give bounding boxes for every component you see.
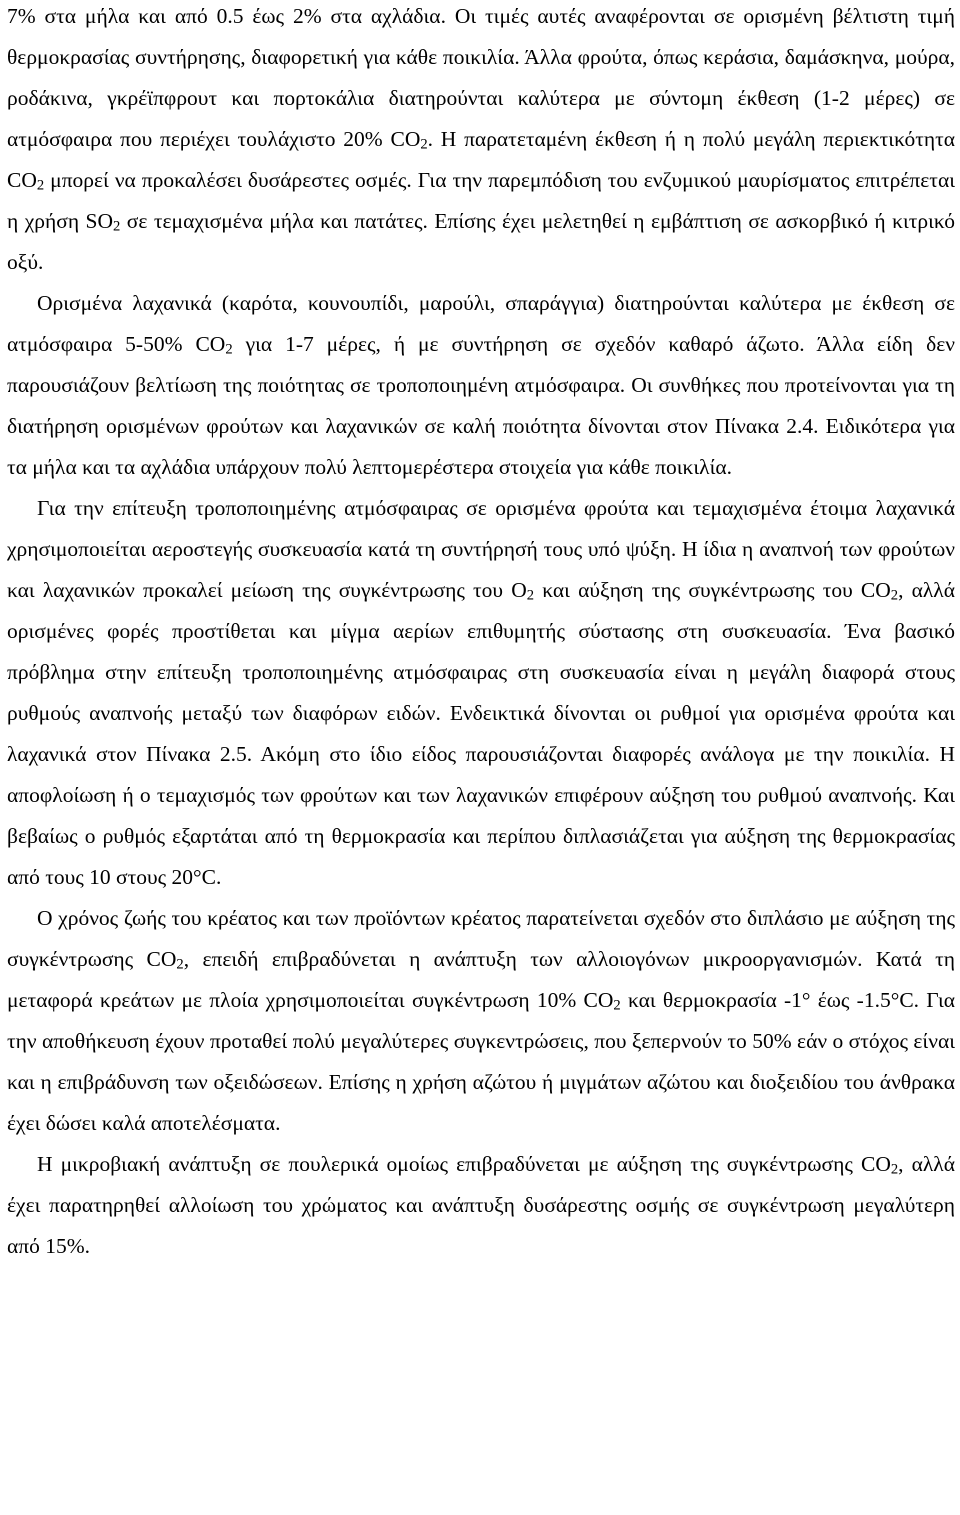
subscript: 2 — [613, 997, 621, 1014]
paragraph-1 — [7, 283, 955, 488]
subscript: 2 — [420, 136, 428, 153]
subscript: 2 — [890, 1161, 899, 1178]
paragraph-4 — [7, 1144, 955, 1267]
text-run: Ο χρόνος ζωής του κρέατος και των προϊόντων κρέατος παρατείνεται σχεδόν στο διπλάσιο με αύξηση της συγκέντρωσης CO — [7, 906, 955, 971]
text-run: 7% στα μήλα και από 0.5 έως 2% στα αχλάδια. Οι τιμές αυτές αναφέρονται σε ορισμένη βέλτιστη τιμή θερμοκρασίας συντήρησης, διαφορετική για κάθε ποικιλία. Άλλα φρούτα, όπως κεράσια, δαμάσκηνα, μούρα, ροδάκινα, γκρέϊπφρουτ και πορτοκάλια διατηρούνται καλύτερα με σύντομη έκθεση (1-2 μέρες) σε ατμόσφαιρα που περιέχει τουλάχιστο 20% CO — [7, 4, 955, 151]
text-run: , αλλά ορισμένες φορές προστίθεται και μίγμα αερίων επιθυμητής σύστασης στη συσκευασία. Ένα βασικό πρόβλημα στην επίτευξη τροποποιημένης ατμόσφαιρας στη συσκευασία είναι η μεγάλη διαφορά στους ρυθμούς αναπνοής μεταξύ των διαφόρων ειδών. Ενδεικτικά δίνονται οι ρυθμοί για ορισμένα φρούτα και λαχανικά στον Πίνακα 2.5. Ακόμη στο ίδιο είδος παρουσιάζονται διαφορές ανάλογα με την ποικιλία. Η αποφλοίωση ή ο τεμαχισμός των φρούτων και των λαχανικών επιφέρουν αύξηση του ρυθμού αναπνοής. Και βεβαίως ο ρυθμός εξαρτάται από τη θερμοκρασία και περίπου διπλασιάζεται για αύξηση της θερμοκρασίας από τους 10 στους 20°C. — [7, 578, 955, 889]
text-run: , αλλά έχει παρατηρηθεί αλλοίωση του χρώματος και ανάπτυξη δυσάρεστης οσμής σε συγκέντρωση μεγαλύτερη από 15%. — [7, 1152, 955, 1258]
subscript: 2 — [113, 218, 121, 235]
subscript: 2 — [36, 177, 45, 194]
text-run: μπορεί να προκαλέσει δυσάρεστες οσμές. Για την παρεμπόδιση του ενζυμικού μαυρίσματος επιτρέπεται η χρήση SO — [7, 168, 955, 233]
text-run: και αύξηση της συγκέντρωσης του CO — [534, 578, 891, 602]
text-run: Για την επίτευξη τροποποιημένης ατμόσφαιρας σε ορισμένα φρούτα και τεμαχισμένα έτοιμα λαχανικά χρησιμοποιείται αεροστεγής συσκευασία κατά τη συντήρησή τους υπό ψύξη. Η ίδια η αναπνοή των φρούτων και λαχανικών προκαλεί μείωση της συγκέντρωσης του O — [7, 496, 955, 602]
subscript: 2 — [225, 341, 233, 358]
paragraph-2 — [7, 488, 955, 898]
document-page — [7, 0, 955, 1267]
text-run: για 1-7 μέρες, ή με συντήρηση σε σχεδόν καθαρό άζωτο. Άλλα είδη δεν παρουσιάζουν βελτίωση της ποιότητας σε τροποποιημένη ατμόσφαιρα. Οι συνθήκες που προτείνονται για τη διατήρηση ορισμένων φρούτων και λαχανικών σε καλή ποιότητα δίνονται στον Πίνακα 2.4. Ειδικότερα για τα μήλα και τα αχλάδια υπάρχουν πολύ λεπτομερέστερα στοιχεία για κάθε ποικιλία. — [7, 332, 955, 479]
paragraph-3 — [7, 898, 955, 1144]
paragraph-0 — [7, 0, 955, 283]
subscript: 2 — [526, 587, 535, 604]
text-run: , επειδή επιβραδύνεται η ανάπτυξη των αλλοιογόνων μικροοργανισμών. Κατά τη μεταφορά κρεάτων με πλοία χρησιμοποιείται συγκέντρωση 10% CO — [7, 947, 955, 1012]
text-run: Ορισμένα λαχανικά (καρότα, κουνουπίδι, μαρούλι, σπαράγγια) διατηρούνται καλύτερα με έκθεση σε ατμόσφαιρα 5-50% CO — [7, 291, 955, 356]
text-run: . Η παρατεταμένη έκθεση ή η πολύ μεγάλη περιεκτικότητα CO — [7, 127, 955, 192]
subscript: 2 — [176, 956, 184, 973]
text-run: σε τεμαχισμένα μήλα και πατάτες. Επίσης έχει μελετηθεί η εμβάπτιση σε ασκορβικό ή κιτρικό οξύ. — [7, 209, 956, 274]
text-run: Η μικροβιακή ανάπτυξη σε πουλερικά ομοίως επιβραδύνεται με αύξηση της συγκέντρωσης CO — [37, 1152, 891, 1176]
subscript: 2 — [890, 587, 899, 604]
text-run: και θερμοκρασία -1° έως -1.5°C. Για την αποθήκευση έχουν προταθεί πολύ μεγαλύτερες συγκεντρώσεις, που ξεπερνούν το 50% εάν ο στόχος είναι και η επιβράδυνση των οξειδώσεων. Επίσης η χρήση αζώτου ή μιγμάτων αζώτου και διοξειδίου του άνθρακα έχει δώσει καλά αποτελέσματα. — [7, 988, 956, 1135]
